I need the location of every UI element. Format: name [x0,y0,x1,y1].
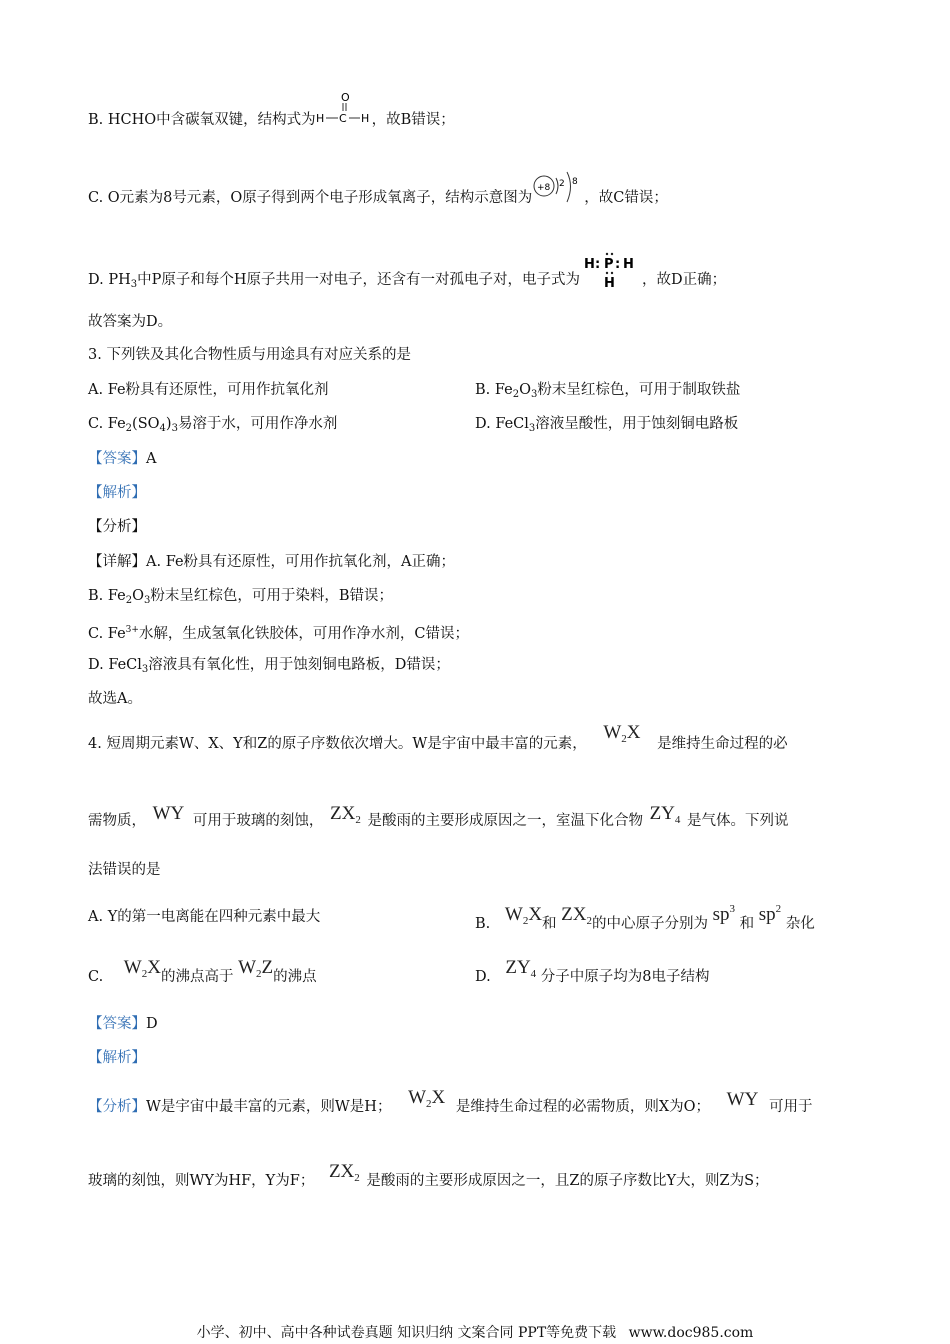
prev-option-b: B. HCHO中含碳氧双键，结构式为 O H C H ，故B错误； [88,92,455,128]
q4-fenxi-line2: 玻璃的刻蚀，则WY为HF，Y为F； $ZX_2$ 是酸雨的主要形成原因之一，且Z的原子序数比Y大，则Z为S； [88,1161,769,1189]
ion-nucleus: +8 [537,183,551,193]
ion-shell-2: 8 [572,177,579,187]
formula-sp3: $sp^3$ [712,903,736,925]
formula-w2x-f: $W_2X$ [408,1087,446,1110]
q3-option-d: D. FeCl$_3$溶液呈酸性，用于蚀刻铜电路板 [475,416,739,434]
q3-answer: 【答案】A [88,451,157,467]
q3-stem: 3. 下列铁及其化合物性质与用途具有对应关系的是 [88,347,411,363]
hcho-o: O [340,92,350,104]
q4-stem-line1: 4. 短周期元素W、X、Y和Z的原子序数依次增大。W是宇宙中最丰富的元素， $W_2X$ 是维持生命过程的必 [88,722,788,752]
formula-w2x-b: $W_2X$ [504,904,543,927]
formula-zy4: $ZY_4$ [649,803,681,826]
footer-link[interactable]: www.doc985.com [628,1325,754,1341]
hcho-h-left: H [315,112,324,125]
q4-answer: 【答案】D [88,1016,158,1032]
prev-conclusion: 故答案为D。 [88,314,173,330]
formula-wy-f: WY [726,1089,759,1110]
footer-text: 小学、初中、高中各种试卷真题 知识归纳 文案合同 PPT等免费下载 [196,1325,617,1341]
ph3-h-left: H [584,257,595,272]
q3-detail-d: D. FeCl$_3$溶液具有氧化性，用于蚀刻铜电路板，D错误； [88,657,450,675]
q4-stem-line2: 需物质， WY 可用于玻璃的刻蚀， $ZX_2$ 是酸雨的主要形成原因之一，室温下化合物 $ZY_4$ 是气体。下列说 [88,803,789,829]
ph3-electron-formula [580,250,642,290]
hcho-c: C [338,112,347,125]
formula-zx2-b: $ZX_2$ [561,904,592,927]
q4-option-d: D. $ZY_4$ 分子中原子均为8电子结构 [475,957,710,985]
q4-option-a: A. Y的第一电离能在四种元素中最大 [88,909,321,925]
oxide-ion-diagram [532,166,584,210]
hcho-h-right: H [360,112,369,125]
ph3-p: P [604,257,614,272]
formula-zx2-f: $ZX_2$ [328,1161,360,1184]
prev-option-d: D. $PH_3$中P原子和每个H原子共用一对电子，还含有一对孤电子对，电子式为 H : P : H H ，故D正确； [88,250,726,295]
q3-conclusion: 故选A。 [88,691,142,707]
formula-zx2: $ZX_2$ [330,803,361,826]
formula-sp2: $sp^2$ [758,903,782,925]
q4-jiexi: 【解析】 [88,1050,146,1066]
q3-jiexi: 【解析】 [88,485,146,501]
q3-detail-b: B. $Fe_2O_3$粉末呈红棕色，可用于染料，B错误； [88,588,394,606]
q4-stem-line3: 法错误的是 [88,862,161,878]
ion-shell-1: 2 [559,179,566,189]
formula-w2z: $W_2Z$ [238,957,274,980]
formula-w2x-c: $W_2X$ [123,957,161,980]
formula-w2x: $W_2X$ [603,722,641,745]
q3-option-c: C. $Fe_2(SO_4)_3$易溶于水，可用作净水剂 [88,416,338,434]
ph3-h-right: H [623,257,634,272]
q3-option-b: B. $Fe_2O_3$粉末呈红棕色，可用于制取铁盐 [475,382,741,400]
ph3-h-bottom: H [604,276,615,290]
formula-wy: WY [152,803,185,824]
q4-fenxi-line1: 【分析】W是宇宙中最丰富的元素，则W是H； $W_2X$ 是维持生命过程的必需物质，则X为O； WY 可用于 [88,1087,813,1115]
page-footer [0,1322,950,1342]
q4-option-c: C. $W_2X$的沸点高于 $W_2Z$的沸点 [88,957,317,985]
ph3-colon-left: : [595,257,601,272]
prev-option-c: C. O元素为8号元素，O原子得到两个电子形成氧离子，结构示意图为 +8 2 8 ，故C错误； [88,166,668,210]
q4-option-b: B. $W_2X$和 $ZX_2$的中心原子分别为 $sp^3$ 和 $sp^2$ 杂化 [475,903,815,932]
q3-fenxi: 【分析】 [88,519,146,535]
hcho-structural-formula [316,92,372,128]
ph3-colon-right: : [615,257,621,272]
q3-option-a: A. Fe粉具有还原性，可用作抗氧化剂 [88,382,329,398]
formula-zy4-d: $ZY_4$ [505,957,537,980]
q3-detail-c: C. $Fe^{3+}$水解，生成氢氧化铁胶体，可用作净水剂，C错误； [88,625,470,642]
q3-detail-a: 【详解】A. Fe粉具有还原性，可用作抗氧化剂，A正确； [88,554,456,570]
